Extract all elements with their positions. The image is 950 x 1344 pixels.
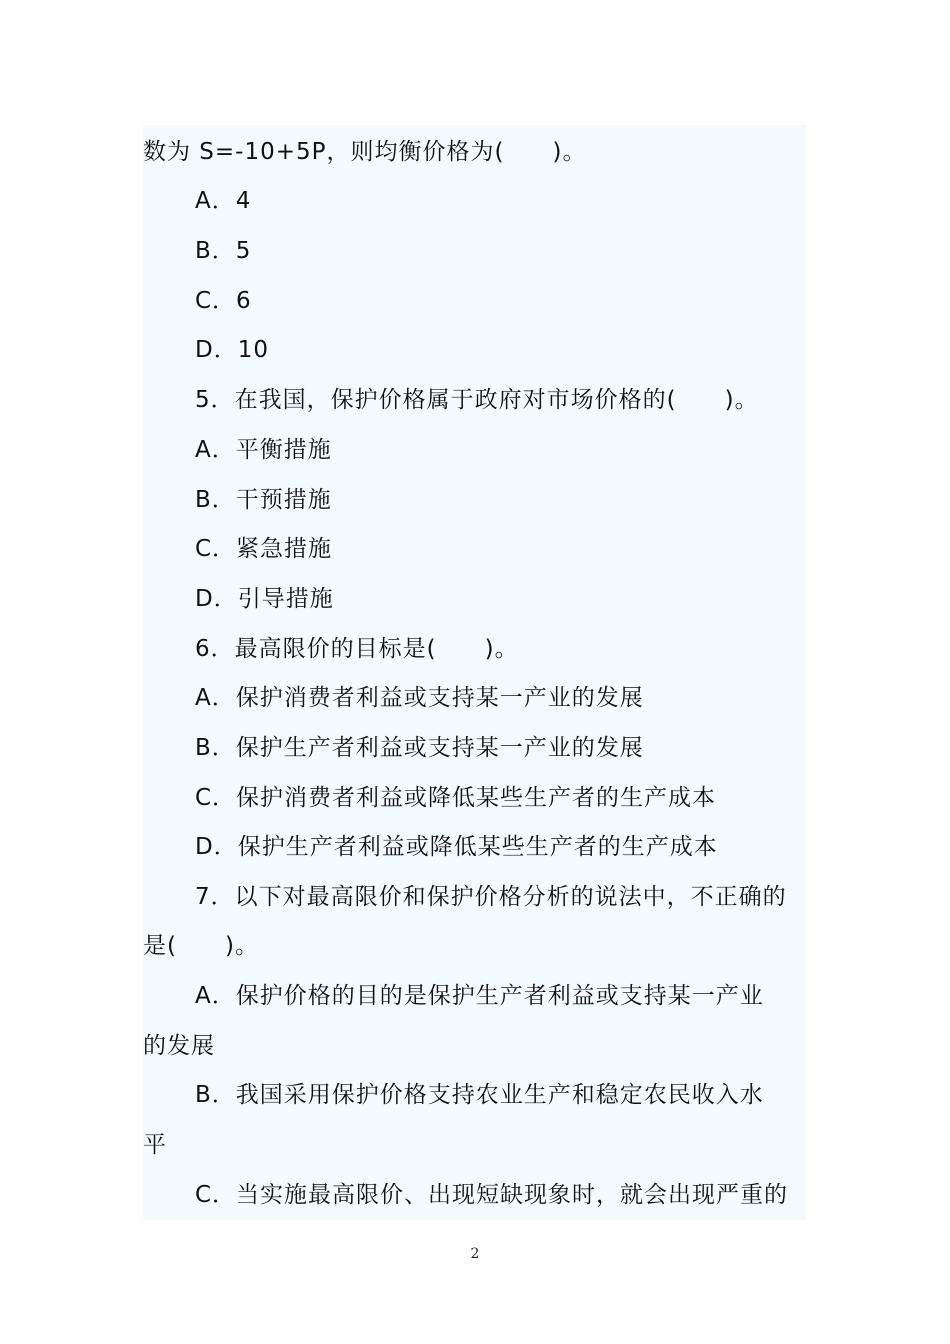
question-5-stem: 5．在我国，保护价格属于政府对市场价格的( )。 [195, 387, 759, 413]
question-7-option-b-continuation: 平 [143, 1132, 167, 1158]
question-7-stem: 7．以下对最高限价和保护价格分析的说法中，不正确的 [195, 884, 787, 910]
question-6-option-a: A．保护消费者利益或支持某一产业的发展 [195, 685, 644, 711]
question-4-option-d: D．10 [195, 337, 269, 363]
question-5-option-d: D．引导措施 [195, 586, 334, 612]
question-7-option-c: C．当实施最高限价、出现短缺现象时，就会出现严重的 [195, 1182, 789, 1208]
question-7-stem-continuation: 是( )。 [143, 933, 259, 959]
question-4-option-b: B．5 [195, 238, 252, 264]
question-7-option-a-continuation: 的发展 [143, 1033, 215, 1059]
question-4-stem-continuation: 数为 S=-10+5P，则均衡价格为( )。 [143, 139, 587, 165]
question-6-option-c: C．保护消费者利益或降低某些生产者的生产成本 [195, 785, 717, 811]
question-7-option-a: A．保护价格的目的是保护生产者利益或支持某一产业 [195, 983, 764, 1009]
question-6-stem: 6．最高限价的目标是( )。 [195, 636, 519, 662]
question-6-option-d: D．保护生产者利益或降低某些生产者的生产成本 [195, 834, 718, 860]
question-6-option-b: B．保护生产者利益或支持某一产业的发展 [195, 735, 644, 761]
document-text-block [143, 125, 806, 1220]
question-4-option-a: A．4 [195, 188, 252, 214]
page-number: 2 [470, 1246, 480, 1262]
question-4-option-c: C．6 [195, 288, 252, 314]
question-5-option-b: B．干预措施 [195, 487, 332, 513]
question-7-option-b: B．我国采用保护价格支持农业生产和稳定农民收入水 [195, 1082, 764, 1108]
question-5-option-a: A．平衡措施 [195, 437, 332, 463]
question-5-option-c: C．紧急措施 [195, 536, 333, 562]
